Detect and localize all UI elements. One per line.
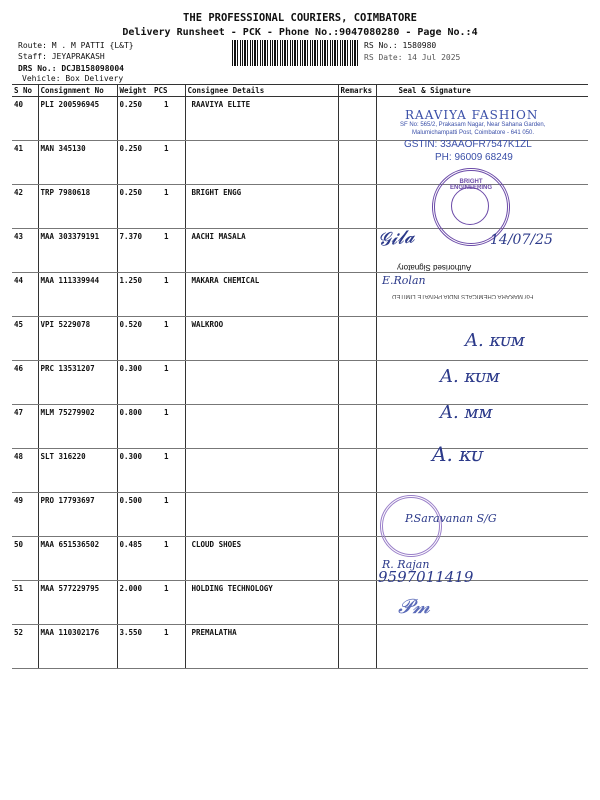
cell-remarks bbox=[338, 493, 376, 537]
col-seal: Seal & Signature bbox=[376, 85, 588, 97]
cell-pcs: 1 bbox=[152, 185, 185, 229]
table-row bbox=[12, 405, 588, 449]
cell-remarks bbox=[338, 625, 376, 669]
cell-consignee bbox=[185, 405, 338, 449]
signature-phone: 9597011419 bbox=[378, 568, 474, 586]
table-header bbox=[12, 85, 588, 97]
cell-consignment: PRC 13531207 bbox=[38, 361, 117, 405]
cell-weight: 0.485 bbox=[117, 537, 152, 581]
cell-weight: 0.520 bbox=[117, 317, 152, 361]
authorised-signatory-stamp: Authorised Signatory bbox=[397, 263, 472, 272]
signature-46: A. ᴋᴜᴍ bbox=[465, 330, 525, 351]
signature-holding: R. Rajan bbox=[382, 558, 430, 571]
cell-consignee bbox=[185, 361, 338, 405]
cell-weight: 0.300 bbox=[117, 449, 152, 493]
barcode bbox=[232, 40, 359, 66]
company-title: THE PROFESSIONAL COURIERS, COIMBATORE bbox=[183, 12, 417, 24]
signature-47: A. ᴋᴜᴍ bbox=[440, 366, 500, 387]
raaviya-stamp-address1: SF No: 565/2, Prakasam Nagar, Near Sahana Garden, bbox=[400, 122, 546, 128]
signature-48: A. ᴍᴍ bbox=[440, 402, 493, 423]
cell-remarks bbox=[338, 273, 376, 317]
signature-49: A. ᴋᴜ bbox=[432, 442, 483, 466]
cell-signature bbox=[376, 625, 588, 669]
route: Route: M . M PATTI {L&T} bbox=[18, 41, 134, 50]
cell-remarks bbox=[338, 449, 376, 493]
cell-consignee: RAAVIYA ELITE bbox=[185, 97, 338, 141]
staff: Staff: JEYAPRAKASH bbox=[18, 52, 105, 61]
rs-number: RS No.: 1580980 bbox=[364, 41, 437, 50]
cell-consignment: MAA 111339944 bbox=[38, 273, 117, 317]
cell-sno: 51 bbox=[12, 581, 38, 625]
table-row bbox=[12, 537, 588, 581]
cell-remarks bbox=[338, 581, 376, 625]
cell-consignee bbox=[185, 449, 338, 493]
col-pcs: PCS bbox=[152, 85, 185, 97]
cell-consignment: MAA 110302176 bbox=[38, 625, 117, 669]
raaviya-stamp-name: RAAVIYA FASHION bbox=[405, 108, 539, 122]
cell-consignment: TRP 7980618 bbox=[38, 185, 117, 229]
cell-remarks bbox=[338, 97, 376, 141]
signature-makara: E.Rolan bbox=[382, 274, 426, 287]
cell-weight: 0.250 bbox=[117, 141, 152, 185]
table-row bbox=[12, 361, 588, 405]
cell-weight: 0.250 bbox=[117, 97, 152, 141]
vehicle: Vehicle: Box Delivery bbox=[22, 74, 124, 83]
cell-consignment: SLT 316220 bbox=[38, 449, 117, 493]
cell-consignee: CLOUD SHOES bbox=[185, 537, 338, 581]
cell-sno: 48 bbox=[12, 449, 38, 493]
cell-weight: 7.370 bbox=[117, 229, 152, 273]
cell-consignee bbox=[185, 493, 338, 537]
cell-weight: 1.250 bbox=[117, 273, 152, 317]
cell-remarks bbox=[338, 229, 376, 273]
cell-sno: 50 bbox=[12, 537, 38, 581]
table-row bbox=[12, 625, 588, 669]
cell-consignee: WALKROO bbox=[185, 317, 338, 361]
cell-pcs: 1 bbox=[152, 405, 185, 449]
cell-remarks bbox=[338, 317, 376, 361]
cell-consignment: MAA 577229795 bbox=[38, 581, 117, 625]
rs-date: RS Date: 14 Jul 2025 bbox=[364, 53, 461, 62]
cell-consignment: MAN 345130 bbox=[38, 141, 117, 185]
cell-sno: 44 bbox=[12, 273, 38, 317]
cell-consignment: VPI 5229078 bbox=[38, 317, 117, 361]
cell-sno: 42 bbox=[12, 185, 38, 229]
runsheet-subtitle: Delivery Runsheet - PCK - Phone No.:9047080280 - Page No.:4 bbox=[122, 27, 478, 38]
cell-pcs: 1 bbox=[152, 97, 185, 141]
cell-pcs: 1 bbox=[152, 493, 185, 537]
cell-pcs: 1 bbox=[152, 141, 185, 185]
drs-number: DRS No.: DCJB158098004 bbox=[18, 64, 124, 73]
cell-pcs: 1 bbox=[152, 449, 185, 493]
cell-remarks bbox=[338, 405, 376, 449]
table-row bbox=[12, 449, 588, 493]
cell-pcs: 1 bbox=[152, 537, 185, 581]
cell-remarks bbox=[338, 361, 376, 405]
cell-pcs: 1 bbox=[152, 273, 185, 317]
raaviya-stamp-gstin: GSTIN: 33AAOFR7547K1ZL bbox=[404, 139, 532, 150]
cell-sno: 43 bbox=[12, 229, 38, 273]
cell-pcs: 1 bbox=[152, 581, 185, 625]
cell-weight: 0.250 bbox=[117, 185, 152, 229]
cell-consignment: MLM 75279902 bbox=[38, 405, 117, 449]
cell-consignee bbox=[185, 141, 338, 185]
cell-consignee: HOLDING TECHNOLOGY bbox=[185, 581, 338, 625]
raaviya-stamp-phone: PH: 96009 68249 bbox=[435, 152, 513, 163]
cell-weight: 0.800 bbox=[117, 405, 152, 449]
cell-sno: 41 bbox=[12, 141, 38, 185]
cell-weight: 0.300 bbox=[117, 361, 152, 405]
raaviya-stamp-address2: Malumichampatti Post, Coimbatore - 641 050. bbox=[412, 130, 535, 136]
cell-weight: 3.550 bbox=[117, 625, 152, 669]
col-remarks: Remarks bbox=[338, 85, 376, 97]
cell-consignee: BRIGHT ENGG bbox=[185, 185, 338, 229]
cloud-shoes-seal bbox=[380, 495, 442, 557]
signature-aachi: 𝓖𝓲𝓵𝓪 bbox=[377, 226, 416, 251]
signature-premalatha: 𝓟𝓶 bbox=[398, 594, 431, 618]
makara-stamp: For MAKARA CHEMICALS INDIA PRIVATE LIMITED bbox=[392, 293, 534, 299]
table-row bbox=[12, 493, 588, 537]
col-consignment: Consignment No bbox=[38, 85, 117, 97]
col-consignee: Consignee Details bbox=[185, 85, 338, 97]
cell-remarks bbox=[338, 537, 376, 581]
cell-consignee: PREMALATHA bbox=[185, 625, 338, 669]
cell-pcs: 1 bbox=[152, 361, 185, 405]
cell-pcs: 1 bbox=[152, 317, 185, 361]
col-weight: Weight bbox=[117, 85, 152, 97]
cell-consignment: PLI 200596945 bbox=[38, 97, 117, 141]
cell-sno: 45 bbox=[12, 317, 38, 361]
cell-weight: 0.500 bbox=[117, 493, 152, 537]
cell-sno: 52 bbox=[12, 625, 38, 669]
cell-remarks bbox=[338, 141, 376, 185]
cell-consignee: MAKARA CHEMICAL bbox=[185, 273, 338, 317]
cell-consignment: MAA 651536502 bbox=[38, 537, 117, 581]
cell-sno: 46 bbox=[12, 361, 38, 405]
signature-cloud: P.Saravanan S/G bbox=[405, 512, 497, 525]
seal-text: BRIGHT ENGINEERING bbox=[449, 179, 492, 191]
cell-pcs: 1 bbox=[152, 229, 185, 273]
seal-inner-ring bbox=[451, 187, 489, 225]
runsheet-table bbox=[12, 84, 588, 669]
cell-consignment: PRO 17793697 bbox=[38, 493, 117, 537]
signature-date: 14/07/25 bbox=[490, 232, 553, 248]
cell-pcs: 1 bbox=[152, 625, 185, 669]
cell-consignee: AACHI MASALA bbox=[185, 229, 338, 273]
col-sno: S No bbox=[12, 85, 38, 97]
cell-remarks bbox=[338, 185, 376, 229]
cell-consignment: MAA 303379191 bbox=[38, 229, 117, 273]
cell-weight: 2.000 bbox=[117, 581, 152, 625]
cell-sno: 40 bbox=[12, 97, 38, 141]
cell-sno: 49 bbox=[12, 493, 38, 537]
table-row bbox=[12, 581, 588, 625]
cell-sno: 47 bbox=[12, 405, 38, 449]
